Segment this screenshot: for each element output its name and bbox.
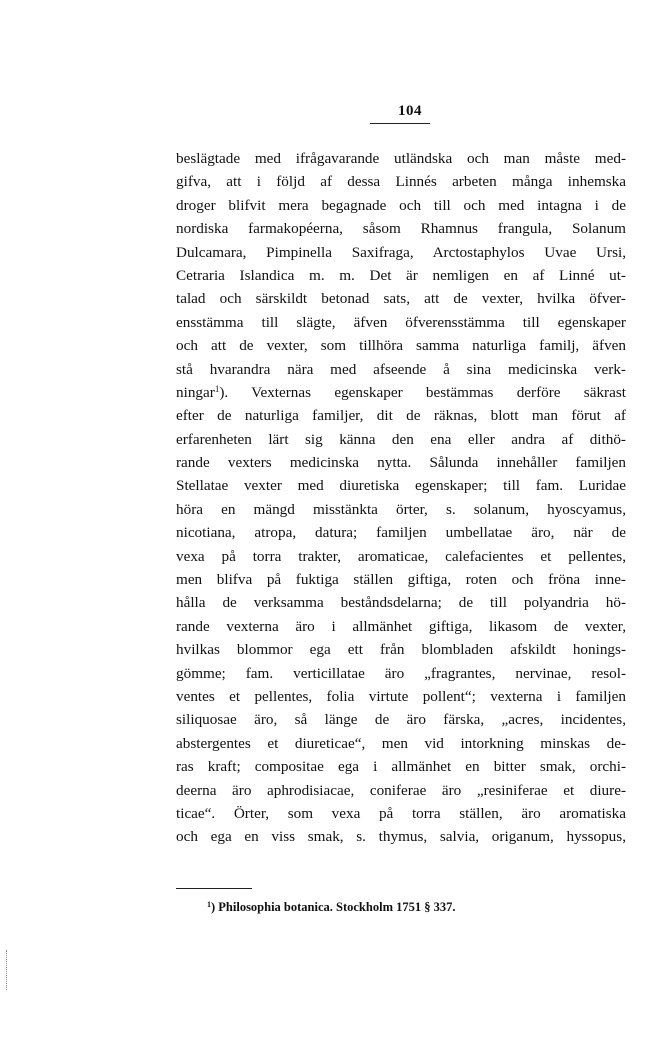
text-line: rande vexters medicinska nytta. Sålunda innehåller familjen: [176, 454, 626, 472]
text-line: nordiska farmakopéerna, såsom Rhamnus frangula, Solanum: [176, 220, 626, 238]
footnote-marker: 1: [207, 900, 211, 909]
text-line: nicotiana, atropa, datura; familjen umbellatae äro, när de: [176, 524, 626, 542]
text-line: ensstämma till slägte, äfven öfverensstämma till egenskaper: [176, 313, 626, 331]
text-line: men blifva på fuktiga ställen giftiga, roten och fröna inne-: [176, 571, 626, 589]
text-fragment: ningar: [176, 383, 215, 401]
text-line: Dulcamara, Pimpinella Saxifraga, Arctostaphylos Uvae Ursi,: [176, 243, 626, 261]
text-line: höra en mängd misstänkta örter, s. solanum, hyoscyamus,: [176, 500, 626, 518]
footnote-text: ) Philosophia botanica. Stockholm 1751 § 337.: [211, 900, 456, 914]
text-line: beslägtade med ifrågavarande utländska och man måste med-: [176, 150, 626, 167]
text-line: vexa på torra trakter, aromaticae, calefacientes et pellentes,: [176, 547, 626, 565]
text-line: ras kraft; compositae ega i allmänhet en bitter smak, orchi-: [176, 758, 626, 776]
text-line: och ega en viss smak, s. thymus, salvia, origanum, hyssopus,: [176, 828, 626, 846]
text-line: gömme; fam. verticillatae äro „fragrantes, nervinae, resol-: [176, 664, 626, 682]
footnote-reference[interactable]: 1: [214, 383, 220, 394]
text-line: siliquosae äro, så länge de äro färska, „acres, incidentes,: [176, 711, 626, 729]
text-line: Cetraria Islandica m. m. Det är nemligen en af Linné ut-: [176, 266, 626, 284]
text-line: hvilkas blommor ega ett från blombladen afskildt honings-: [176, 641, 626, 659]
text-line: ventes et pellentes, folia virtute pollent“; vexterna i familjen: [176, 687, 626, 705]
body-text: [176, 147, 626, 849]
text-line: gifva, att i följd af dessa Linnés arbeten många inhemska: [176, 173, 626, 191]
text-line: stå hvarandra nära med afseende å sina medicinska verk-: [176, 360, 626, 378]
text-line: deerna äro aphrodisiacae, coniferae äro „resiniferae et diure-: [176, 781, 626, 799]
text-line: Stellatae vexter med diuretiska egenskaper; till fam. Luridae: [176, 477, 626, 495]
margin-dots: [6, 950, 10, 990]
text-line: ticae“. Örter, som vexa på torra ställen, äro aromatiska: [176, 804, 626, 822]
footnote: [207, 900, 455, 915]
footnote-rule: [176, 888, 252, 889]
text-line-with-footnote-ref: [176, 381, 626, 404]
text-line: och att de vexter, som tillhöra samma naturliga familj, äfven: [176, 337, 626, 355]
text-line: hålla de verksamma beståndsdelarna; de till polyandria hö-: [176, 594, 626, 612]
text-line: rande vexterna äro i allmänhet giftiga, likasom de vexter,: [176, 617, 626, 635]
text-line: efter de naturliga familjer, dit de räknas, blott man förut af: [176, 407, 626, 425]
page-number-rule: [370, 123, 430, 124]
text-line: droger blifvit mera begagnade och till och med intagna i de: [176, 196, 626, 214]
text-line: erfarenheten lärt sig känna den ena eller andra af dithö-: [176, 430, 626, 448]
text-fragment: ). Vexternas egenskaper bestämmas derföre säkrast: [219, 383, 626, 401]
page-number: 104: [398, 103, 422, 119]
text-line: talad och särskildt betonad sats, att de vexter, hvilka öfver-: [176, 290, 626, 308]
text-line: abstergentes et diureticae“, men vid intorkning minskas de-: [176, 734, 626, 752]
